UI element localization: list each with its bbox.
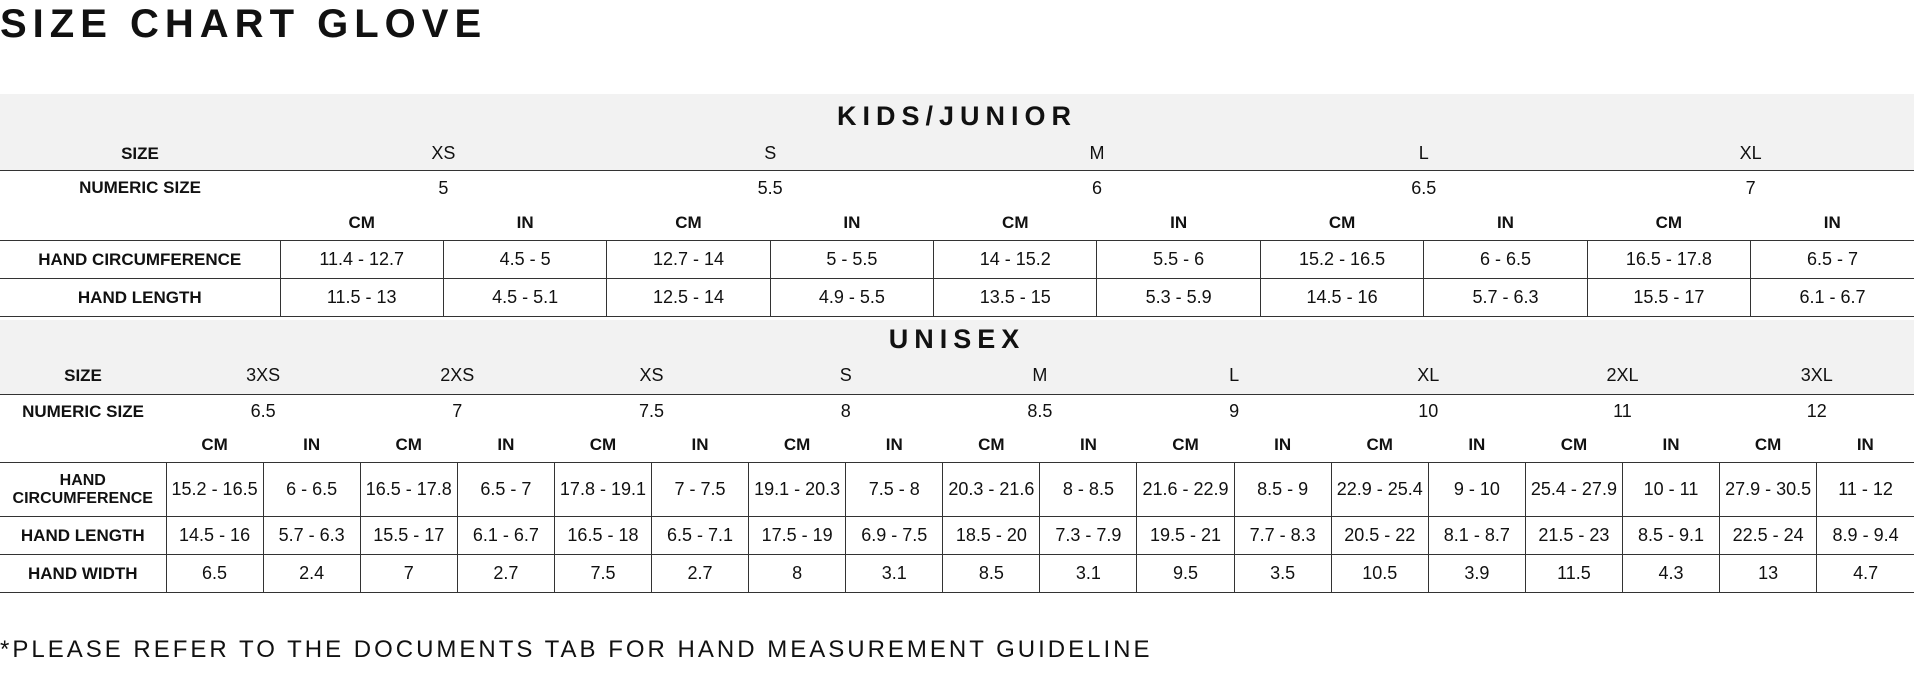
footnote: *PLEASE REFER TO THE DOCUMENTS TAB FOR HAND MEASUREMENT GUIDELINE — [0, 636, 1153, 663]
value-cell: 8.9 - 9.4 — [1817, 517, 1914, 555]
size-cell: S — [749, 358, 943, 394]
value-cell: 8.5 - 9 — [1234, 463, 1331, 517]
value-cell: 14 - 15.2 — [934, 241, 1097, 279]
unit-cell: IN — [443, 206, 606, 241]
value-cell: 6 - 6.5 — [1424, 241, 1587, 279]
value-cell: 22.5 - 24 — [1720, 517, 1817, 555]
value-cell: 5.7 - 6.3 — [1424, 279, 1587, 317]
unisex-table — [0, 358, 1914, 395]
value-cell: 13 — [1720, 555, 1817, 593]
unisex-band — [0, 320, 1914, 395]
value-cell: 16.5 - 18 — [554, 517, 651, 555]
numeric-size-label: NUMERIC SIZE — [79, 178, 201, 197]
value-cell: 22.9 - 25.4 — [1331, 463, 1428, 517]
size-cell: 3XL — [1720, 358, 1914, 394]
value-cell: 25.4 - 27.9 — [1525, 463, 1622, 517]
kids-junior-table — [0, 138, 1914, 171]
unit-cell: CM — [1331, 429, 1428, 463]
value-cell: 10 - 11 — [1622, 463, 1719, 517]
value-cell: 4.5 - 5.1 — [443, 279, 606, 317]
value-cell: 14.5 - 16 — [166, 517, 263, 555]
kids-size-row — [0, 138, 1914, 170]
unit-cell: IN — [770, 206, 933, 241]
numeric-size-label: NUMERIC SIZE — [22, 401, 144, 421]
unit-cell: CM — [1137, 429, 1234, 463]
numeric-cell: 6 — [1091, 177, 1102, 198]
value-cell: 15.5 - 17 — [360, 517, 457, 555]
value-cell: 4.3 — [1622, 555, 1719, 593]
value-cell: 7.3 - 7.9 — [1040, 517, 1137, 555]
size-cell: S — [607, 138, 934, 170]
table-row — [0, 241, 1914, 279]
numeric-cell: 8 — [840, 401, 851, 421]
unit-cell: CM — [1260, 206, 1423, 241]
value-cell: 21.6 - 22.9 — [1137, 463, 1234, 517]
size-cell: L — [1137, 358, 1331, 394]
value-cell: 20.3 - 21.6 — [943, 463, 1040, 517]
unit-cell: CM — [166, 429, 263, 463]
numeric-cell: 7 — [1745, 177, 1756, 198]
unit-cell: IN — [457, 429, 554, 463]
value-cell: 3.9 — [1428, 555, 1525, 593]
unit-cell: CM — [607, 206, 770, 241]
value-cell: 7.7 - 8.3 — [1234, 517, 1331, 555]
value-cell: 16.5 - 17.8 — [360, 463, 457, 517]
unit-cell: IN — [1097, 206, 1260, 241]
unit-cell: CM — [934, 206, 1097, 241]
value-cell: 21.5 - 23 — [1525, 517, 1622, 555]
value-cell: 17.5 - 19 — [749, 517, 846, 555]
value-cell: 12.5 - 14 — [607, 279, 770, 317]
value-cell: 3.5 — [1234, 555, 1331, 593]
value-cell: 11.4 - 12.7 — [280, 241, 443, 279]
value-cell: 6.5 - 7 — [1751, 241, 1914, 279]
value-cell: 9 - 10 — [1428, 463, 1525, 517]
size-cell: XS — [554, 358, 748, 394]
value-cell: 19.1 - 20.3 — [749, 463, 846, 517]
unit-cell: IN — [846, 429, 943, 463]
unisex-title: UNISEX — [888, 324, 1026, 354]
table-row — [0, 555, 1914, 593]
size-cell: XL — [1587, 138, 1914, 170]
value-cell: 15.2 - 16.5 — [1260, 241, 1423, 279]
unit-cell: CM — [1525, 429, 1622, 463]
value-cell: 18.5 - 20 — [943, 517, 1040, 555]
table-row — [0, 279, 1914, 317]
value-cell: 15.2 - 16.5 — [166, 463, 263, 517]
kids-junior-data-table — [0, 171, 1914, 318]
size-label: SIZE — [0, 358, 166, 394]
unisex-units-row — [0, 429, 1914, 463]
value-cell: 15.5 - 17 — [1587, 279, 1750, 317]
unit-cell: IN — [652, 429, 749, 463]
numeric-cell: 7.5 — [638, 401, 665, 421]
kids-junior-title: KIDS/JUNIOR — [836, 101, 1078, 131]
value-cell: 4.5 - 5 — [443, 241, 606, 279]
unit-cell: IN — [263, 429, 360, 463]
numeric-cell: 6.5 — [250, 401, 276, 421]
value-cell: 20.5 - 22 — [1331, 517, 1428, 555]
value-cell: 11 - 12 — [1817, 463, 1914, 517]
value-cell: 6.5 - 7.1 — [652, 517, 749, 555]
row-label: HAND WIDTH — [0, 555, 166, 593]
row-label: HAND CIRCUMFERENCE — [0, 241, 280, 279]
unit-cell: CM — [554, 429, 651, 463]
value-cell: 27.9 - 30.5 — [1720, 463, 1817, 517]
size-cell: L — [1260, 138, 1587, 170]
unit-cell: IN — [1622, 429, 1719, 463]
size-cell: M — [943, 358, 1137, 394]
numeric-cell: 7 — [452, 401, 463, 421]
numeric-cell: 6.5 — [1411, 177, 1437, 198]
numeric-cell: 5 — [438, 177, 449, 198]
size-cell: 2XS — [360, 358, 554, 394]
row-label-line1: HAND — [59, 471, 106, 489]
size-label: SIZE — [0, 138, 280, 170]
value-cell: 6.9 - 7.5 — [846, 517, 943, 555]
unit-cell: CM — [280, 206, 443, 241]
unit-cell: IN — [1817, 429, 1914, 463]
value-cell: 11.5 - 13 — [280, 279, 443, 317]
value-cell: 7.5 — [554, 555, 651, 593]
numeric-cell: 9 — [1229, 401, 1240, 421]
value-cell: 17.8 - 19.1 — [554, 463, 651, 517]
value-cell: 13.5 - 15 — [934, 279, 1097, 317]
unisex-size-row — [0, 358, 1914, 394]
value-cell: 5 - 5.5 — [770, 241, 933, 279]
value-cell: 8.5 — [943, 555, 1040, 593]
size-cell: 3XS — [166, 358, 360, 394]
size-cell: XS — [280, 138, 607, 170]
unit-cell: IN — [1040, 429, 1137, 463]
unit-cell: CM — [749, 429, 846, 463]
value-cell: 6.1 - 6.7 — [1751, 279, 1914, 317]
numeric-cell: 11 — [1613, 401, 1632, 421]
value-cell: 5.7 - 6.3 — [263, 517, 360, 555]
value-cell: 14.5 - 16 — [1260, 279, 1423, 317]
size-cell: M — [934, 138, 1261, 170]
value-cell: 19.5 - 21 — [1137, 517, 1234, 555]
value-cell: 9.5 — [1137, 555, 1234, 593]
kids-junior-section — [0, 94, 1914, 317]
value-cell: 7 — [360, 555, 457, 593]
value-cell: 6 - 6.5 — [263, 463, 360, 517]
blank-cell — [0, 206, 280, 241]
value-cell: 8.5 - 9.1 — [1622, 517, 1719, 555]
value-cell: 3.1 — [846, 555, 943, 593]
value-cell: 6.1 - 6.7 — [457, 517, 554, 555]
table-row — [0, 517, 1914, 555]
value-cell: 12.7 - 14 — [607, 241, 770, 279]
value-cell: 5.5 - 6 — [1097, 241, 1260, 279]
size-cell: XL — [1331, 358, 1525, 394]
value-cell: 6.5 - 7 — [457, 463, 554, 517]
kids-numeric-row — [0, 171, 1914, 206]
value-cell: 16.5 - 17.8 — [1587, 241, 1750, 279]
value-cell: 7.5 - 8 — [846, 463, 943, 517]
unit-cell: CM — [360, 429, 457, 463]
value-cell: 5.3 - 5.9 — [1097, 279, 1260, 317]
value-cell: 8.1 - 8.7 — [1428, 517, 1525, 555]
value-cell: 6.5 — [166, 555, 263, 593]
kids-junior-band — [0, 94, 1914, 171]
row-label: HAND LENGTH — [0, 279, 280, 317]
page-title: SIZE CHART GLOVE — [0, 2, 488, 46]
unit-cell: IN — [1751, 206, 1914, 241]
value-cell: 11.5 — [1525, 555, 1622, 593]
numeric-cell: 8.5 — [1027, 401, 1053, 421]
value-cell: 7 - 7.5 — [652, 463, 749, 517]
numeric-cell: 10 — [1418, 401, 1439, 421]
kids-units-row — [0, 206, 1914, 241]
value-cell: 2.4 — [263, 555, 360, 593]
value-cell: 8 - 8.5 — [1040, 463, 1137, 517]
numeric-cell: 5.5 — [757, 177, 783, 198]
value-cell: 4.9 - 5.5 — [770, 279, 933, 317]
blank-cell — [0, 429, 166, 463]
size-cell: 2XL — [1525, 358, 1719, 394]
unit-cell: CM — [1587, 206, 1750, 241]
value-cell: 8 — [749, 555, 846, 593]
value-cell: 4.7 — [1817, 555, 1914, 593]
unit-cell: CM — [943, 429, 1040, 463]
row-label: HAND LENGTH — [0, 517, 166, 555]
row-label-line2: CIRCUMFERENCE — [12, 489, 153, 507]
unisex-section — [0, 320, 1914, 593]
value-cell: 3.1 — [1040, 555, 1137, 593]
unit-cell: IN — [1234, 429, 1331, 463]
unit-cell: IN — [1428, 429, 1525, 463]
unisex-data-table — [0, 395, 1914, 594]
table-row — [0, 463, 1914, 517]
unit-cell: IN — [1424, 206, 1587, 241]
numeric-cell: 12 — [1806, 401, 1827, 421]
value-cell: 10.5 — [1331, 555, 1428, 593]
value-cell: 2.7 — [457, 555, 554, 593]
unisex-numeric-row — [0, 395, 1914, 429]
row-label — [0, 463, 166, 517]
value-cell: 2.7 — [652, 555, 749, 593]
unit-cell: CM — [1720, 429, 1817, 463]
